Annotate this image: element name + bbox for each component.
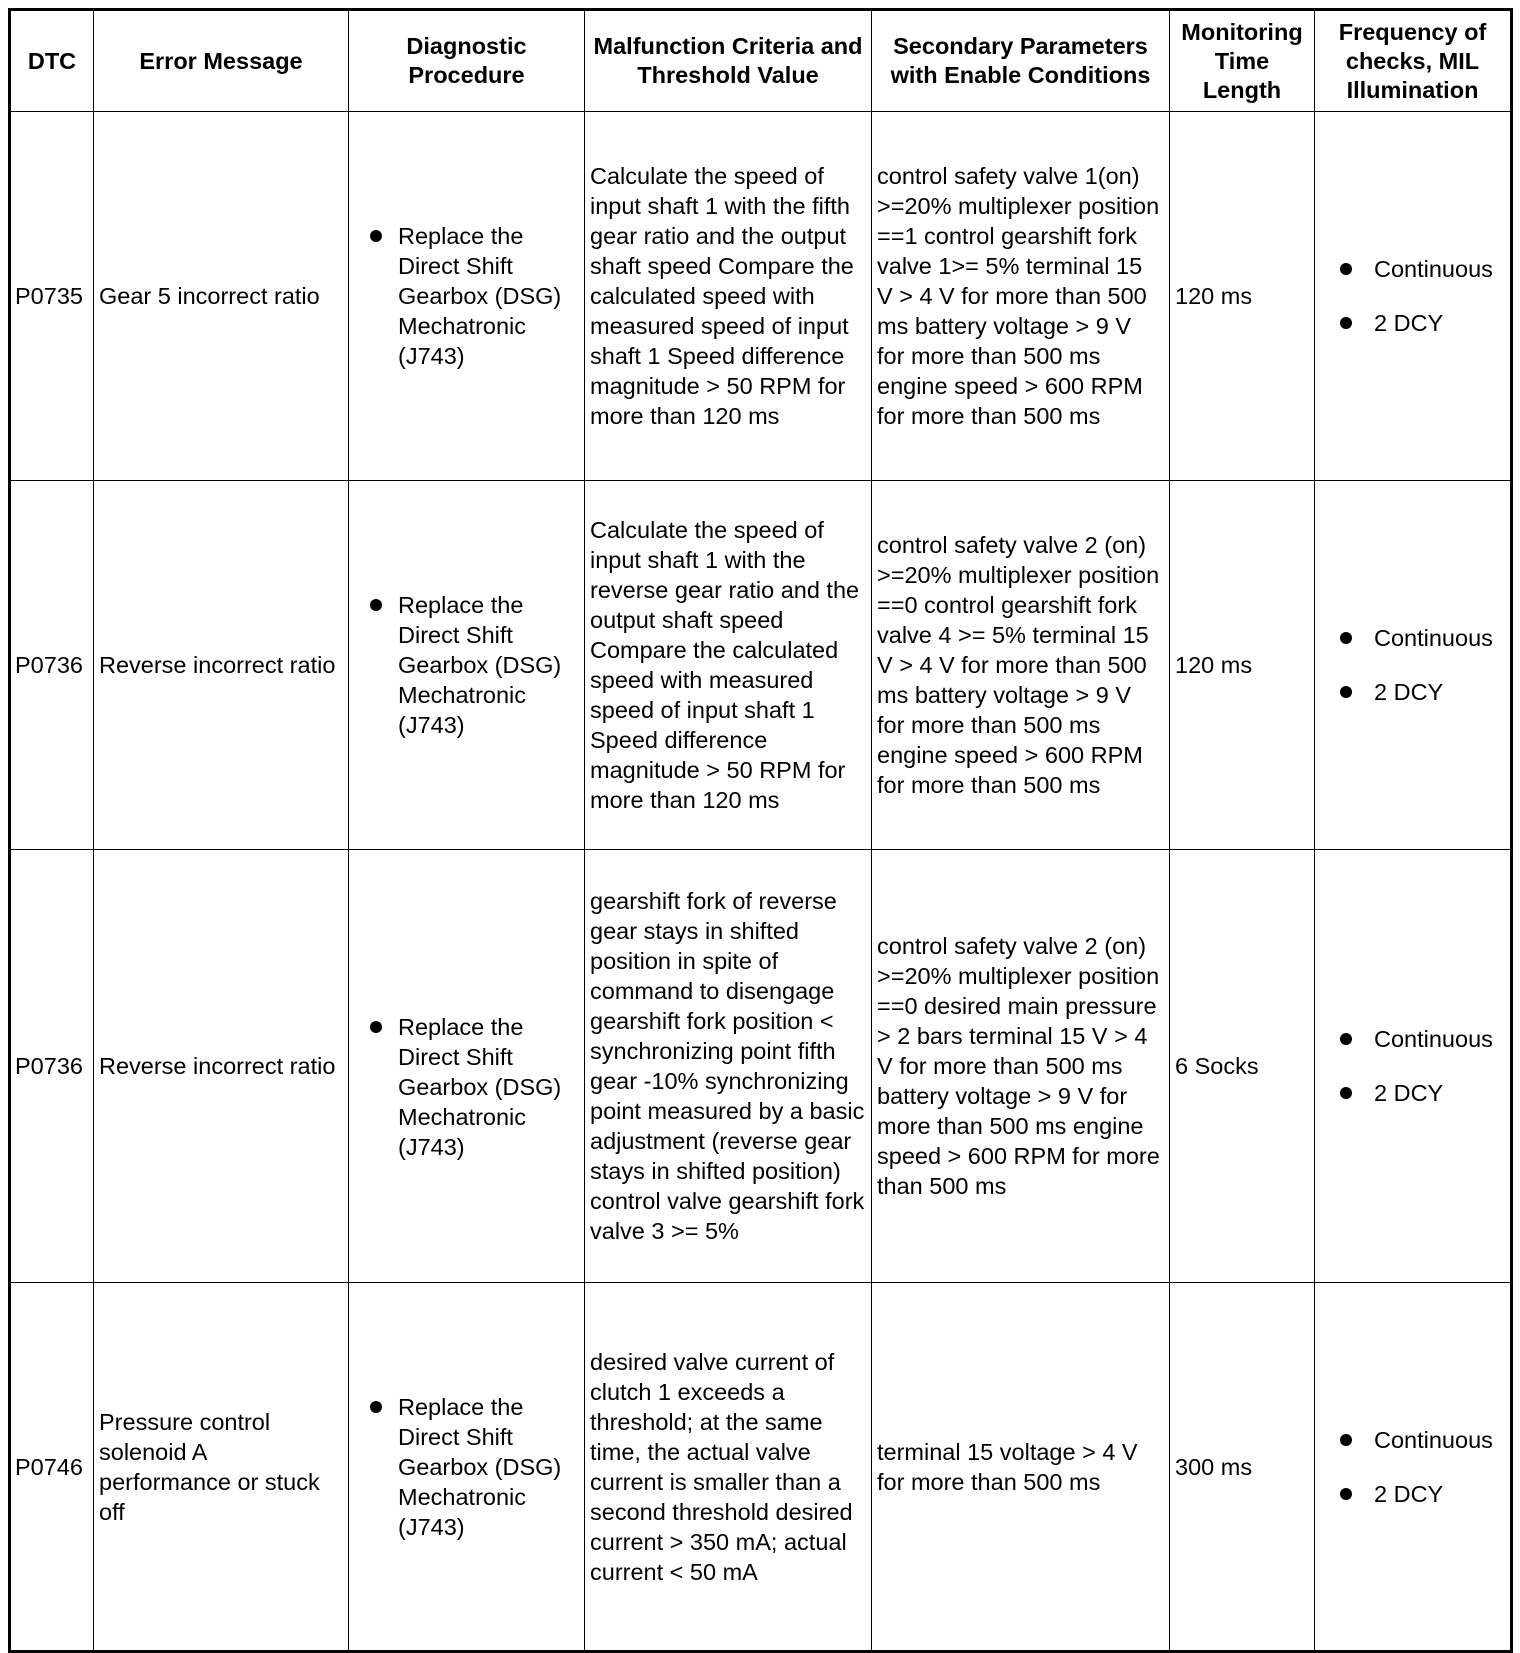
bullet-icon <box>1340 1434 1352 1446</box>
header-diagnostic-procedure: Diagnostic Procedure <box>349 10 585 112</box>
diagnostic-procedure-cell <box>349 850 585 1283</box>
malfunction-criteria: Calculate the speed of input shaft 1 with the reverse gear ratio and the output shaft speed Compare the calculated speed with measured speed of input shaft 1 Speed difference magnitude > 50 RPM for more than 120 ms <box>585 481 872 850</box>
header-malfunction-criteria: Malfunction Criteria and Threshold Value <box>585 10 872 112</box>
frequency-list <box>1320 1425 1505 1509</box>
frequency-text: 2 DCY <box>1374 310 1444 336</box>
procedure-item <box>354 1392 579 1542</box>
frequency-item <box>1320 677 1505 707</box>
frequency-cell <box>1315 1283 1512 1652</box>
bullet-icon <box>1340 1087 1352 1099</box>
frequency-cell <box>1315 850 1512 1283</box>
error-message: Reverse incorrect ratio <box>94 850 349 1283</box>
frequency-item <box>1320 1024 1505 1054</box>
header-monitoring-time: Monitoring Time Length <box>1170 10 1315 112</box>
procedure-list <box>354 1012 579 1162</box>
secondary-parameters: control safety valve 1(on) >=20% multiplexer position ==1 control gearshift fork valve 1>= 5% terminal 15 V > 4 V for more than 500 ms battery voltage > 9 V for more than 500 ms engine speed > 600 RPM for more than 500 ms <box>872 112 1170 481</box>
malfunction-criteria: desired valve current of clutch 1 exceeds a threshold; at the same time, the actual valve current is smaller than a second threshold desired current > 350 mA; actual current < 50 mA <box>585 1283 872 1652</box>
procedure-list <box>354 1392 579 1542</box>
procedure-item <box>354 1012 579 1162</box>
procedure-text: Replace the Direct Shift Gearbox (DSG) Mechatronic (J743) <box>398 592 562 738</box>
frequency-cell <box>1315 112 1512 481</box>
bullet-icon <box>1340 317 1352 329</box>
malfunction-criteria: gearshift fork of reverse gear stays in shifted position in spite of command to disengage gearshift fork position < synchronizing point fifth gear -10% synchronizing point measured by a basic adjustment (reverse gear stays in shifted position) control valve gearshift fork valve 3 >= 5% <box>585 850 872 1283</box>
frequency-list <box>1320 254 1505 338</box>
header-error-message: Error Message <box>94 10 349 112</box>
dtc-code: P0736 <box>10 850 94 1283</box>
secondary-parameters: terminal 15 voltage > 4 V for more than 500 ms <box>872 1283 1170 1652</box>
procedure-list <box>354 221 579 371</box>
procedure-text: Replace the Direct Shift Gearbox (DSG) Mechatronic (J743) <box>398 1393 562 1540</box>
frequency-text: Continuous <box>1374 625 1493 651</box>
frequency-text: Continuous <box>1374 1426 1493 1453</box>
monitoring-time: 300 ms <box>1170 1283 1315 1652</box>
procedure-text: Replace the Direct Shift Gearbox (DSG) Mechatronic (J743) <box>398 1014 562 1160</box>
error-message: Reverse incorrect ratio <box>94 481 349 850</box>
procedure-item <box>354 221 579 371</box>
frequency-text: 2 DCY <box>1374 1480 1444 1507</box>
frequency-item <box>1320 308 1505 338</box>
diagnostic-procedure-cell <box>349 112 585 481</box>
frequency-cell <box>1315 481 1512 850</box>
monitoring-time: 6 Socks <box>1170 850 1315 1283</box>
bullet-icon <box>1340 1033 1352 1045</box>
procedure-item <box>354 590 579 740</box>
frequency-item <box>1320 1425 1505 1455</box>
frequency-text: 2 DCY <box>1374 679 1444 705</box>
frequency-text: Continuous <box>1374 256 1493 282</box>
frequency-list <box>1320 623 1505 707</box>
bullet-icon <box>370 1021 382 1033</box>
table-row <box>10 850 1512 1283</box>
error-message: Gear 5 incorrect ratio <box>94 112 349 481</box>
diagnostic-procedure-cell <box>349 1283 585 1652</box>
frequency-item <box>1320 1078 1505 1108</box>
frequency-item <box>1320 623 1505 653</box>
bullet-icon <box>370 599 382 611</box>
diagnostic-procedure-cell <box>349 481 585 850</box>
dtc-table <box>8 8 1513 1653</box>
error-message: Pressure control solenoid A performance or stuck off <box>94 1283 349 1652</box>
bullet-icon <box>1340 263 1352 275</box>
frequency-list <box>1320 1024 1505 1108</box>
procedure-list <box>354 590 579 740</box>
header-dtc: DTC <box>10 10 94 112</box>
frequency-text: 2 DCY <box>1374 1080 1444 1106</box>
header-secondary-parameters: Secondary Parameters with Enable Conditions <box>872 10 1170 112</box>
secondary-parameters: control safety valve 2 (on) >=20% multiplexer position ==0 desired main pressure > 2 bars terminal 15 V > 4 V for more than 500 ms battery voltage > 9 V for more than 500 ms engine speed > 600 RPM for more than 500 ms <box>872 850 1170 1283</box>
procedure-text: Replace the Direct Shift Gearbox (DSG) Mechatronic (J743) <box>398 223 562 369</box>
frequency-text: Continuous <box>1374 1026 1493 1052</box>
table-row <box>10 1283 1512 1652</box>
secondary-parameters: control safety valve 2 (on) >=20% multiplexer position ==0 control gearshift fork valve 4 >= 5% terminal 15 V > 4 V for more than 500 ms battery voltage > 9 V for more than 500 ms engine speed > 600 RPM for more than 500 ms <box>872 481 1170 850</box>
header-row <box>10 10 1512 112</box>
frequency-item <box>1320 1479 1505 1509</box>
bullet-icon <box>1340 1488 1352 1500</box>
malfunction-criteria: Calculate the speed of input shaft 1 with the fifth gear ratio and the output shaft speed Compare the calculated speed with measured speed of input shaft 1 Speed difference magnitude > 50 RPM for more than 120 ms <box>585 112 872 481</box>
table-row <box>10 112 1512 481</box>
bullet-icon <box>1340 632 1352 644</box>
dtc-code: P0736 <box>10 481 94 850</box>
bullet-icon <box>370 1401 382 1413</box>
monitoring-time: 120 ms <box>1170 112 1315 481</box>
dtc-code: P0735 <box>10 112 94 481</box>
header-frequency: Frequency of checks, MIL Illumination <box>1315 10 1512 112</box>
frequency-item <box>1320 254 1505 284</box>
bullet-icon <box>1340 686 1352 698</box>
dtc-code: P0746 <box>10 1283 94 1652</box>
table-row <box>10 481 1512 850</box>
bullet-icon <box>370 230 382 242</box>
monitoring-time: 120 ms <box>1170 481 1315 850</box>
